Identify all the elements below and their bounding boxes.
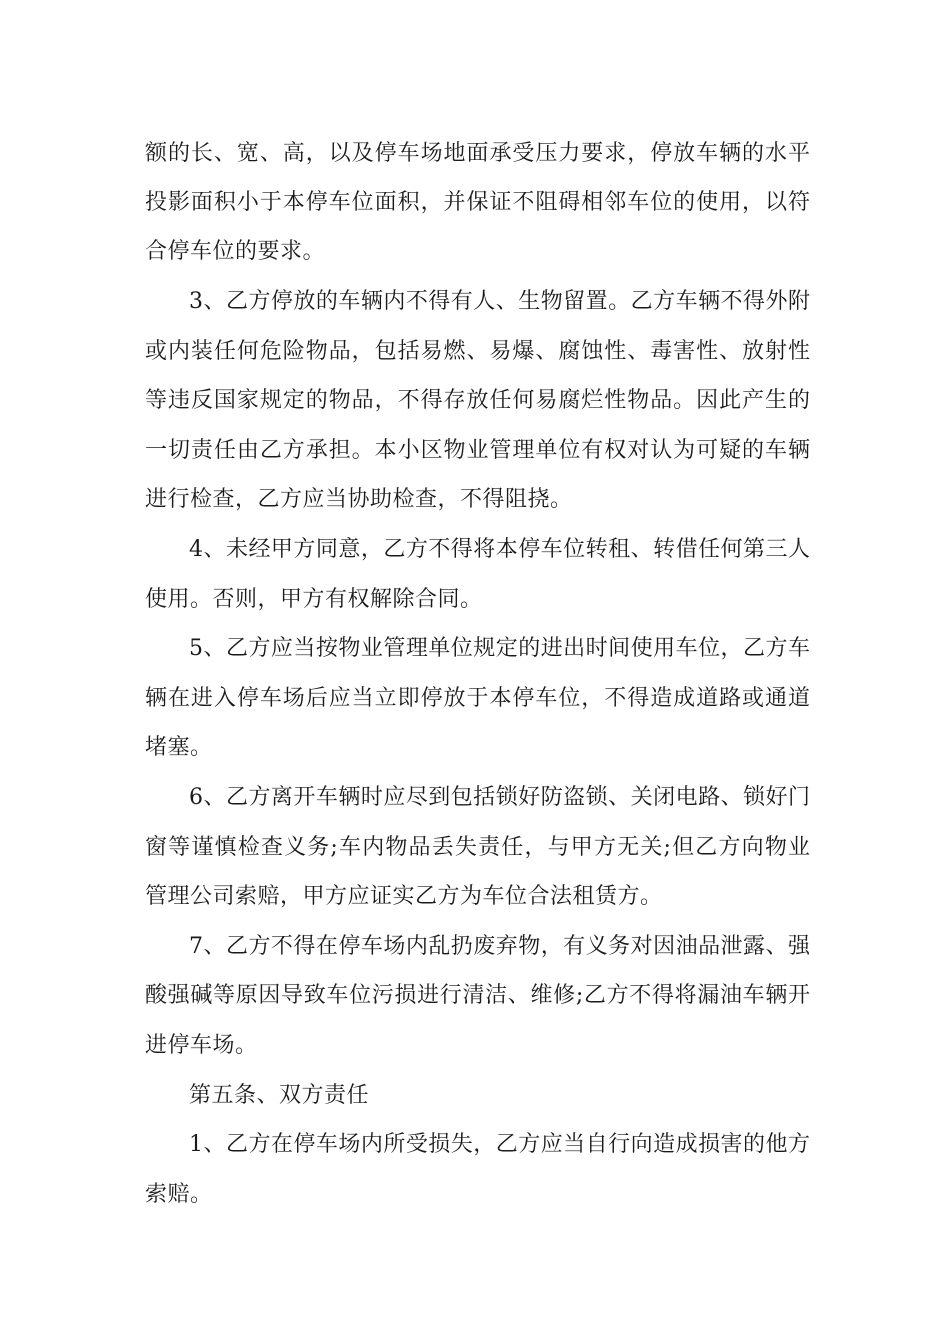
paragraph-line: 管理公司索赔，甲方应证实乙方为车位合法租赁方。 — [145, 884, 663, 909]
paragraph-line: 投影面积小于本停车位面积，并保证不阻碍相邻车位的使用，以符 — [145, 190, 810, 215]
paragraph-line: 辆在进入停车场后应当立即停放于本停车位，不得造成道路或通道 — [145, 686, 810, 711]
paragraph-line: 索赔。 — [145, 1182, 213, 1207]
paragraph-line: 一切责任由乙方承担。本小区物业管理单位有权对认为可疑的车辆 — [145, 438, 810, 463]
paragraph-line: 堵塞。 — [145, 735, 213, 760]
section-heading: 第五条、双方责任 — [189, 1083, 370, 1108]
clause-1-line: 1、乙方在停车场内所受损失，乙方应当自行向造成损害的他方 — [189, 1132, 810, 1157]
clause-5-line: 5、乙方应当按物业管理单位规定的进出时间使用车位，乙方车 — [189, 636, 810, 661]
paragraph-line: 酸强碱等原因导致车位污损进行清洁、维修;乙方不得将漏油车辆开 — [145, 983, 810, 1008]
clause-3-line: 3、乙方停放的车辆内不得有人、生物留置。乙方车辆不得外附 — [189, 289, 810, 314]
clause-6-line: 6、乙方离开车辆时应尽到包括锁好防盗锁、关闭电路、锁好门 — [189, 785, 810, 810]
paragraph-line: 额的长、宽、高，以及停车场地面承受压力要求，停放车辆的水平 — [145, 141, 810, 166]
clause-4-line: 4、未经甲方同意，乙方不得将本停车位转租、转借任何第三人 — [189, 537, 810, 562]
paragraph-line: 窗等谨慎检查义务;车内物品丢失责任，与甲方无关;但乙方向物业 — [145, 835, 810, 860]
paragraph-line: 进行检查，乙方应当协助检查，不得阻挠。 — [145, 487, 573, 512]
paragraph-line: 进停车场。 — [145, 1033, 258, 1058]
clause-7-line: 7、乙方不得在停车场内乱扔废弃物，有义务对因油品泄露、强 — [189, 934, 810, 959]
paragraph-line: 合停车位的要求。 — [145, 239, 326, 264]
paragraph-line: 等违反国家规定的物品，不得存放任何易腐烂性物品。因此产生的 — [145, 388, 810, 413]
paragraph-line: 或内装任何危险物品，包括易燃、易爆、腐蚀性、毒害性、放射性 — [145, 339, 810, 364]
paragraph-line: 使用。否则，甲方有权解除合同。 — [145, 587, 483, 612]
